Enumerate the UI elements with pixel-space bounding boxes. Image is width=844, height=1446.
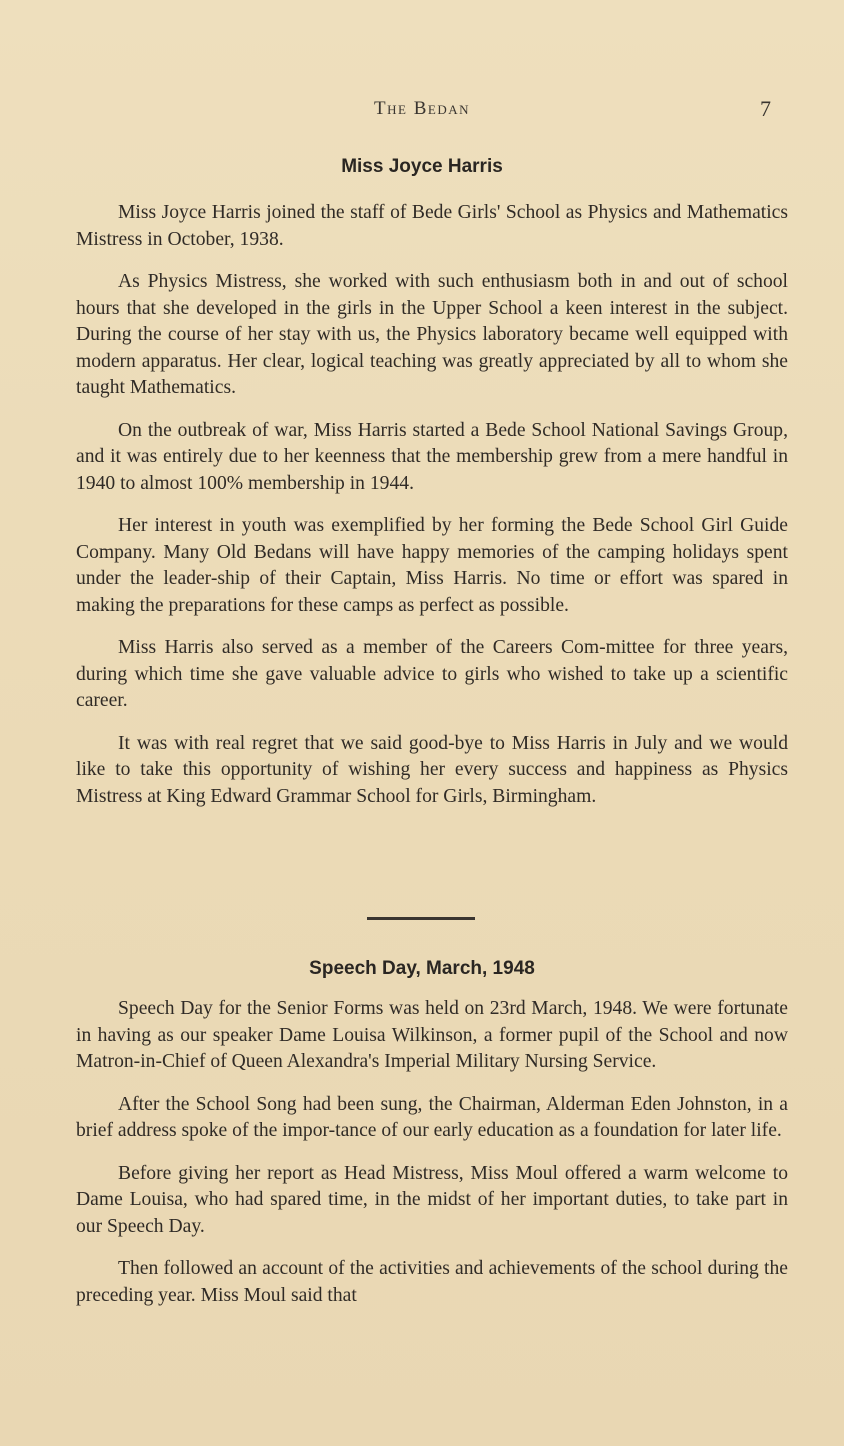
article-body-speech-day [76,996,788,1325]
paragraph: Speech Day for the Senior Forms was held on 23rd March, 1948. We were fortunate in having as our speaker Dame Louisa Wilkinson, a former pupil of the School and now Matron-in-Chief of Queen Alexandra's Imperial Military Nursing Service. [76,998,788,1072]
paragraph: It was with real regret that we said good-bye to Miss Harris in July and we would like to take this opportunity of wishing her every success and happiness as Physics Mistress at King Edward Grammar School for Girls, Birmingham. [76,732,788,807]
paragraph: Miss Harris also served as a member of the Careers Com-mittee for three years, during which time she gave valuable advice to girls who wished to take up a scientific career. [76,637,788,711]
running-title: The Bedan [374,98,470,119]
paragraph: As Physics Mistress, she worked with such enthusiasm both in and out of school hours that she developed in the girls in the Upper School a keen interest in the subject. During the course of her stay with us, the Physics laboratory became well equipped with modern apparatus. Her clear, logical teaching was greatly appreciated by all to whom she taught Mathematics. [76,271,788,398]
paragraph: On the outbreak of war, Miss Harris started a Bede School National Savings Group, and it was entirely due to her keenness that the membership grew from a mere handful in 1940 to almost 100% membership in 1944. [76,419,788,494]
article-heading-harris: Miss Joyce Harris [341,156,503,177]
article-heading-speech-day: Speech Day, March, 1948 [309,958,535,979]
paragraph: After the School Song had been sung, the Chairman, Alderman Eden Johnston, in a brief address spoke of the impor-tance of our early education as a foundation for later life. [76,1093,788,1141]
paragraph: Then followed an account of the activities and achievements of the school during the preceding year. Miss Moul said that [76,1258,788,1306]
paragraph: Her interest in youth was exemplified by her forming the Bede School Girl Guide Company. Many Old Bedans will have happy memories of the camping holidays spent under the leader-ship of their Captain, Miss Harris. No time or effort was spared in making the preparations for these camps as perfect as possible. [76,515,788,616]
paragraph: Before giving her report as Head Mistress, Miss Moul offered a warm welcome to Dame Louisa, who had spared time, in the midst of her important duties, to take part in our Speech Day. [76,1162,788,1237]
page-number: 7 [760,96,771,121]
article-body-harris [76,200,788,826]
paragraph: Miss Joyce Harris joined the staff of Bede Girls' School as Physics and Mathematics Mistress in October, 1938. [76,202,788,250]
section-divider [367,917,475,920]
